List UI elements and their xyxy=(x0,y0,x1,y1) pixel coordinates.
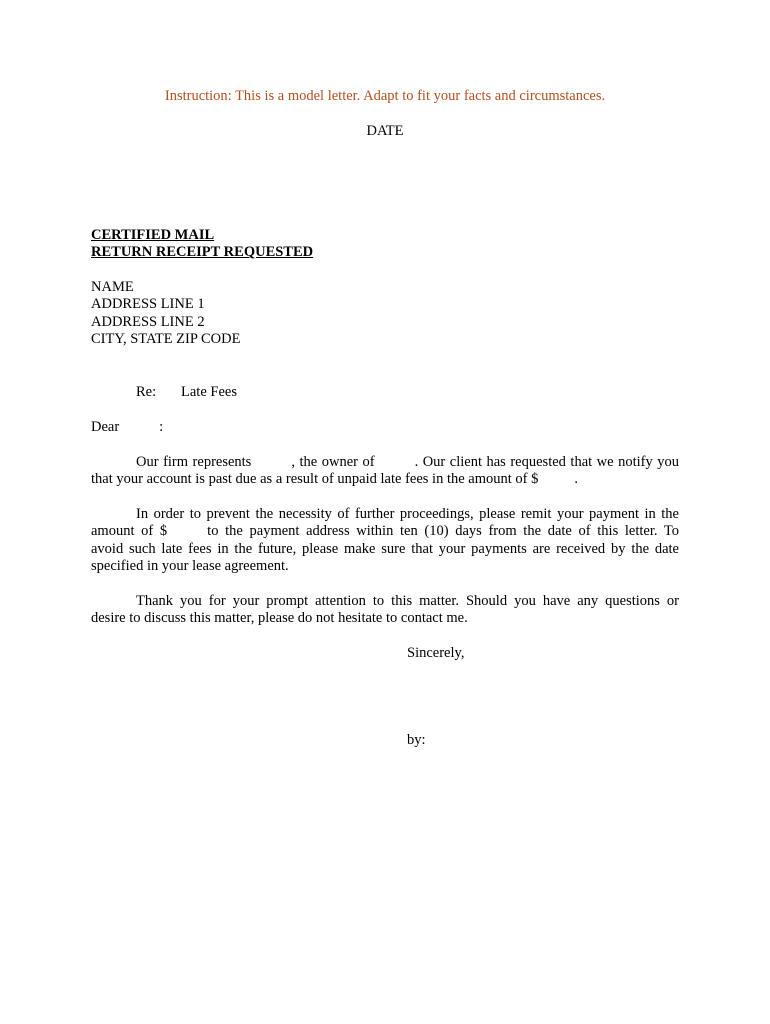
return-receipt-label: RETURN RECEIPT REQUESTED xyxy=(91,244,314,261)
salutation-dear: Dear xyxy=(91,419,120,435)
re-line xyxy=(91,384,679,401)
certified-mail-label: CERTIFIED MAIL xyxy=(91,227,215,243)
salutation-colon: : xyxy=(159,419,164,435)
instruction-note: Instruction: This is a model letter. Adapt to fit your facts and circumstances. xyxy=(164,88,606,104)
closing-sincerely: Sincerely, xyxy=(407,645,465,661)
paragraph-1: Our firm represents , the owner of . Our client has requested that we notify you that your account is past due as a result of unpaid late fees in the amount of $ . xyxy=(91,454,680,488)
recipient-address xyxy=(91,279,679,349)
paragraph-3: Thank you for your prompt attention to this matter. Should you have any questions or desire to discuss this matter, please do not hesitate to contact me. xyxy=(91,593,679,627)
recipient-city-state-zip: CITY, STATE ZIP CODE xyxy=(91,331,241,348)
recipient-name: NAME xyxy=(91,279,134,295)
re-label: Re: xyxy=(136,384,157,400)
signature-by-label: by: xyxy=(407,732,426,748)
delivery-method xyxy=(91,227,679,262)
date-placeholder: DATE xyxy=(366,123,404,139)
recipient-address-line-1: ADDRESS LINE 1 xyxy=(91,296,205,313)
recipient-address-line-2: ADDRESS LINE 2 xyxy=(91,313,205,330)
paragraph-2: In order to prevent the necessity of further proceedings, please remit your payment in the amount of $ to the payment address within ten (10) days from the date of this letter. To avoid such late fees in the future, please make sure that your payments are received by the date specified in your lease agreement. xyxy=(91,506,680,575)
salutation xyxy=(91,419,679,436)
re-subject: Late Fees xyxy=(181,384,237,400)
